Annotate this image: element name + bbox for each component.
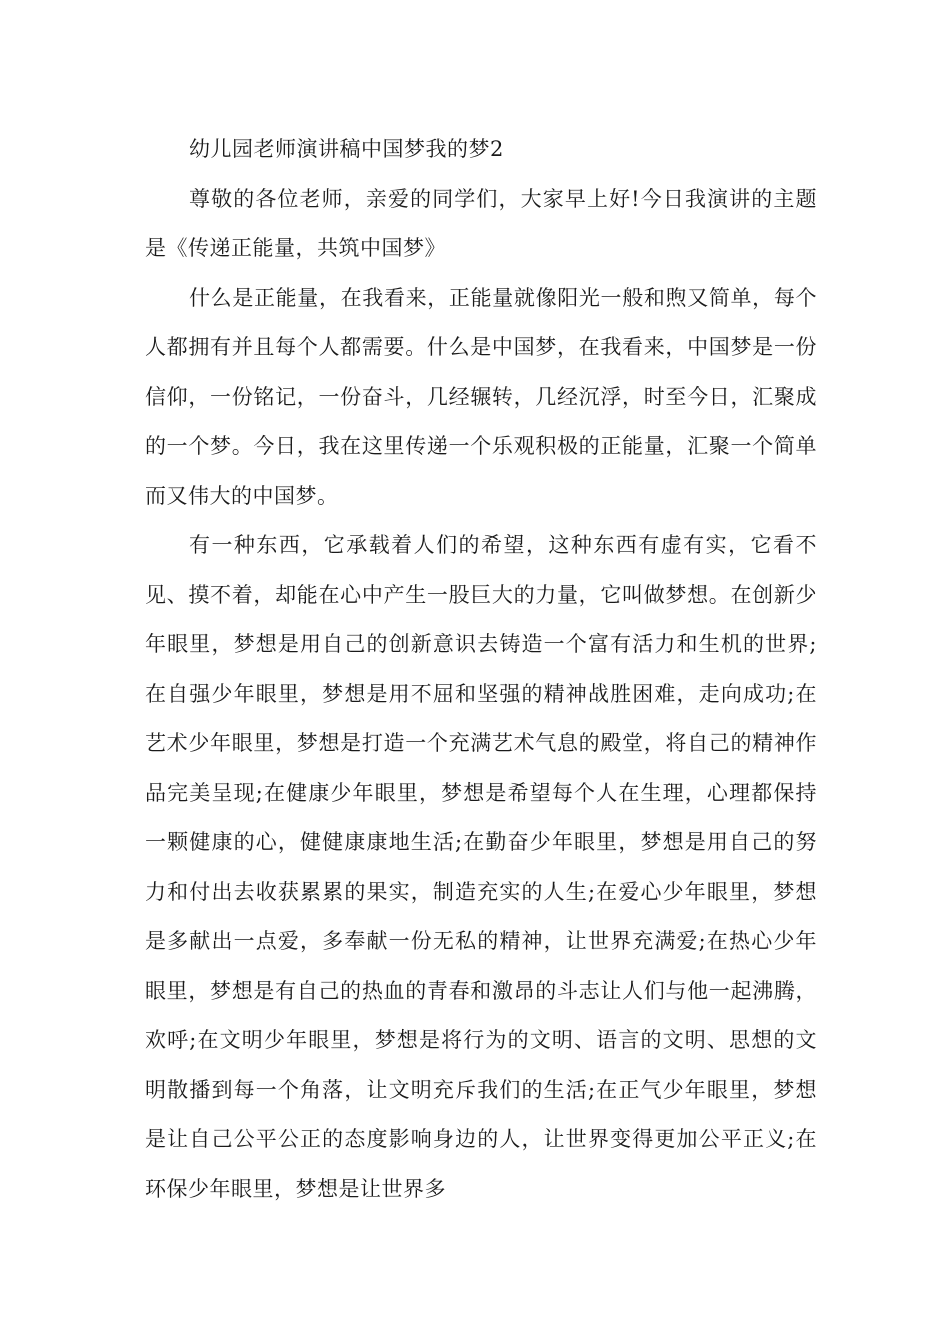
paragraph-positive-energy: 什么是正能量，在我看来，正能量就像阳光一般和煦又简单，每个人都拥有并且每个人都需要。什么是中国梦，在我看来，中国梦是一份信仰，一份铭记，一份奋斗，几经辗转，几经沉浮，时至今日，汇聚成的一个梦。今日，我在这里传递一个乐观积极的正能量，汇聚一个简单而又伟大的中国梦。: [145, 285, 817, 508]
paragraph-dreams: 有一种东西，它承载着人们的希望，这种东西有虚有实，它看不见、摸不着，却能在心中产生一股巨大的力量，它叫做梦想。在创新少年眼里，梦想是用自己的创新意识去铸造一个富有活力和生机的世界;在自强少年眼里，梦想是用不屈和坚强的精神战胜困难，走向成功;在艺术少年眼里，梦想是打造一个充满艺术气息的殿堂，将自己的精神作品完美呈现;在健康少年眼里，梦想是希望每个人在生理，心理都保持一颗健康的心，健健康康地生活;在勤奋少年眼里，梦想是用自己的努力和付出去收获累累的果实，制造充实的人生;在爱心少年眼里，梦想是多献出一点爱，多奉献一份无私的精神，让世界充满爱;在热心少年眼里，梦想是有自己的热血的青春和激昂的斗志让人们与他一起沸腾，欢呼;在文明少年眼里，梦想是将行为的文明、语言的文明、思想的文明散播到每一个角落，让文明充斥我们的生活;在正气少年眼里，梦想是让自己公平公正的态度影响身边的人，让世界变得更加公平正义;在环保少年眼里，梦想是让世界多: [145, 533, 817, 1201]
document-body: [145, 125, 817, 1214]
document-title: 幼儿园老师演讲稿中国梦我的梦2: [189, 137, 504, 161]
paragraph-greeting: 尊敬的各位老师，亲爱的同学们，大家早上好!今日我演讲的主题是《传递正能量，共筑中国梦》: [145, 186, 817, 260]
